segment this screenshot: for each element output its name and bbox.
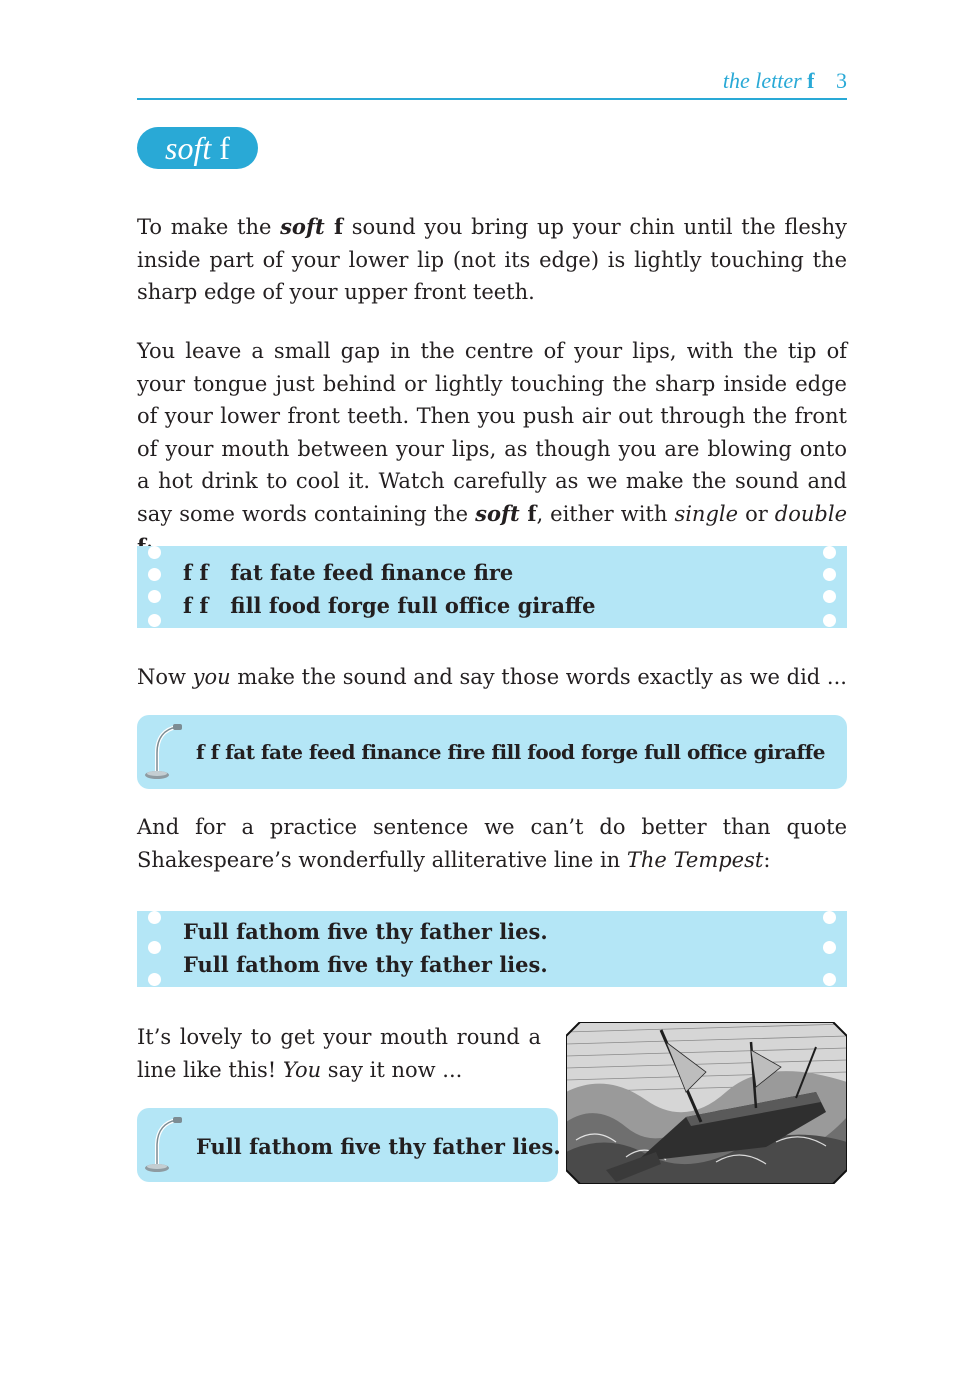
p4-the-tempest: The Tempest bbox=[626, 847, 764, 872]
sentence-lines bbox=[183, 915, 548, 981]
p4-colon: : bbox=[763, 847, 771, 872]
sentence-band bbox=[137, 911, 847, 987]
p2-text-1: You leave a small gap in the centre of your lips, with the tip of your tongue just behind or lightly touching the sharp inside edge of your lower front teeth. Then you push air out through the front of your mouth between your lips, as though you are blowing onto a hot drink to cool it. Watch carefully as we make the sound and say some words containing the bbox=[137, 339, 847, 526]
band-dot bbox=[823, 941, 836, 954]
encouragement-paragraph bbox=[137, 1021, 541, 1086]
p5-you: You bbox=[282, 1057, 322, 1082]
p2-single: single bbox=[674, 501, 739, 526]
band-dot bbox=[148, 614, 161, 627]
p2-double: double bbox=[774, 501, 847, 526]
band-dot bbox=[823, 590, 836, 603]
band-dot bbox=[148, 590, 161, 603]
band-dot bbox=[823, 973, 836, 986]
p5-text-1: It’s lovely to get your mouth round a line like this! bbox=[137, 1025, 541, 1082]
band-dot bbox=[148, 911, 161, 924]
section-title-italic: soft bbox=[165, 130, 212, 166]
band-dot bbox=[823, 614, 836, 627]
p2-or: or bbox=[738, 501, 775, 526]
section-title bbox=[137, 127, 258, 169]
p1-text-2: sound you bring up your chin until the fleshy inside part of your lower lip (not its edge) is lightly touching the sharp edge of your upper front teeth. bbox=[137, 215, 847, 305]
microphone-icon bbox=[143, 723, 183, 781]
microphone-icon bbox=[143, 1116, 183, 1174]
band-dot bbox=[148, 568, 161, 581]
header-text bbox=[723, 68, 847, 94]
band-dot bbox=[823, 546, 836, 559]
p2-f: f bbox=[519, 500, 537, 526]
p2-soft: soft bbox=[475, 500, 520, 526]
band-dot bbox=[823, 568, 836, 581]
p1-soft: soft bbox=[280, 214, 325, 239]
band-dot bbox=[148, 941, 161, 954]
p4-text-1: And for a practice sentence we can’t do better than quote Shakespeare’s wonderfully alliterative line in bbox=[137, 815, 847, 872]
p1-text-1: To make the bbox=[137, 215, 281, 239]
p1-f: f bbox=[324, 214, 344, 239]
intro-paragraph bbox=[137, 211, 847, 309]
p3-text-2: make the sound and say those words exactly as we did ... bbox=[230, 665, 847, 689]
page-number: 3 bbox=[836, 68, 847, 93]
running-header bbox=[137, 64, 847, 100]
header-title: the letter bbox=[722, 68, 802, 93]
word-list-line-1: f f fat fate feed finance fire bbox=[183, 560, 514, 585]
band-dot bbox=[148, 546, 161, 559]
shipwreck-illustration bbox=[566, 1022, 847, 1184]
p3-text-1: Now bbox=[137, 665, 193, 689]
practice-words-text: f f fat fate feed finance fire fill food forge full office giraffe bbox=[196, 740, 825, 764]
instruction-paragraph bbox=[137, 661, 847, 694]
word-list bbox=[183, 556, 596, 622]
practice-box-sentence bbox=[137, 1108, 561, 1182]
band-dot bbox=[823, 911, 836, 924]
technique-paragraph bbox=[137, 335, 847, 563]
practice-box-words bbox=[137, 715, 847, 789]
sentence-line-2: Full fathom five thy father lies. bbox=[183, 952, 548, 977]
word-list-band bbox=[137, 546, 847, 628]
p5-text-2: say it now ... bbox=[321, 1057, 463, 1082]
p3-you: you bbox=[192, 665, 231, 689]
practice-sentence-text: Full fathom five thy father lies. bbox=[196, 1134, 561, 1159]
section-title-letter: f bbox=[219, 130, 230, 166]
sentence-line-1: Full fathom five thy father lies. bbox=[183, 919, 548, 944]
word-list-line-2: f f fill food forge full office giraffe bbox=[183, 593, 596, 618]
band-dot bbox=[148, 973, 161, 986]
header-letter: f bbox=[807, 68, 815, 93]
p2-text-2: , either with bbox=[536, 501, 675, 526]
practice-sentence-paragraph bbox=[137, 811, 847, 876]
